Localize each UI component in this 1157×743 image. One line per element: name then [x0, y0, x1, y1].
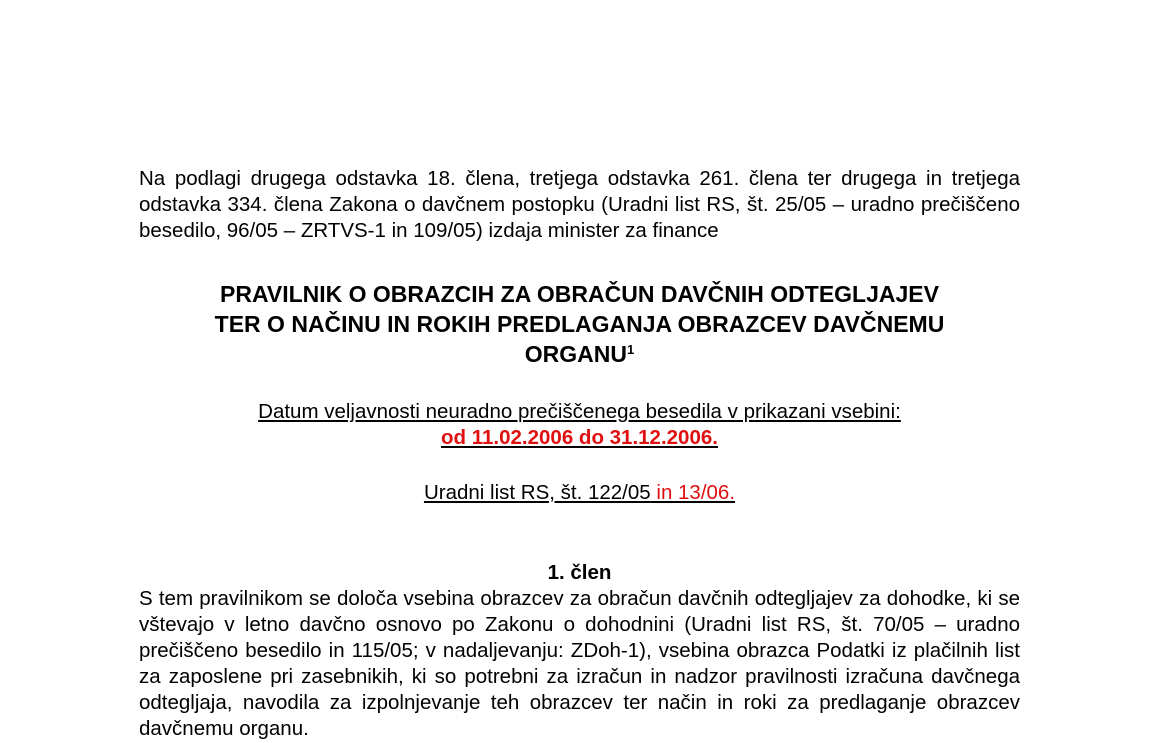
- article-heading: 1. člen: [547, 561, 612, 584]
- title-line-3: ORGANU: [524, 341, 627, 367]
- validity-block: [139, 399, 1020, 451]
- title-line-1: PRAVILNIK O OBRAZCIH ZA OBRAČUN DAVČNIH ODTEGLJAJEV: [220, 281, 939, 307]
- official-gazette-reference: [139, 480, 1020, 506]
- validity-label: Datum veljavnosti neuradno prečiščenega besedila v prikazani vsebini:: [258, 400, 901, 423]
- footnote-marker[interactable]: 1: [627, 342, 635, 357]
- preamble-paragraph: Na podlagi drugega odstavka 18. člena, tretjega odstavka 261. člena ter drugega in tretjega odstavka 334. člena Zakona o davčnem postopku (Uradni list RS, št. 25/05 – uradno prečiščeno besedilo, 96/05 – ZRTVS-1 in 109/05) izdaja minister za finance: [139, 167, 1020, 242]
- gazette-end: .: [729, 481, 736, 504]
- article-body: S tem pravilnikom se določa vsebina obrazcev za obračun davčnih odtegljajev za dohodke, ki se vštevajo v letno davčno osnovo po Zakonu o dohodnini (Uradni list RS, št. 70/05 – uradno prečiščeno besedilo in 115/05; v nadaljevanju: ZDoh-1), vsebina obrazca Podatki iz plačilnih list za zaposlene pri zasebnikih, ki so potrebni za izračun in nadzor pravilnosti izračuna davčnega odtegljaja, navodila za izpolnjevanje teh obrazcev ter način in roki za predlaganje obrazcev davčnemu organu.: [139, 587, 1020, 740]
- title-line-2: TER O NAČINU IN ROKIH PREDLAGANJA OBRAZCEV DAVČNEMU: [214, 311, 945, 337]
- gazette-addition: in 13/06: [650, 481, 730, 504]
- validity-period: od 11.02.2006 do 31.12.2006.: [441, 426, 718, 449]
- regulation-title: [139, 279, 1020, 369]
- gazette-main: Uradni list RS, št. 122/05: [423, 481, 651, 504]
